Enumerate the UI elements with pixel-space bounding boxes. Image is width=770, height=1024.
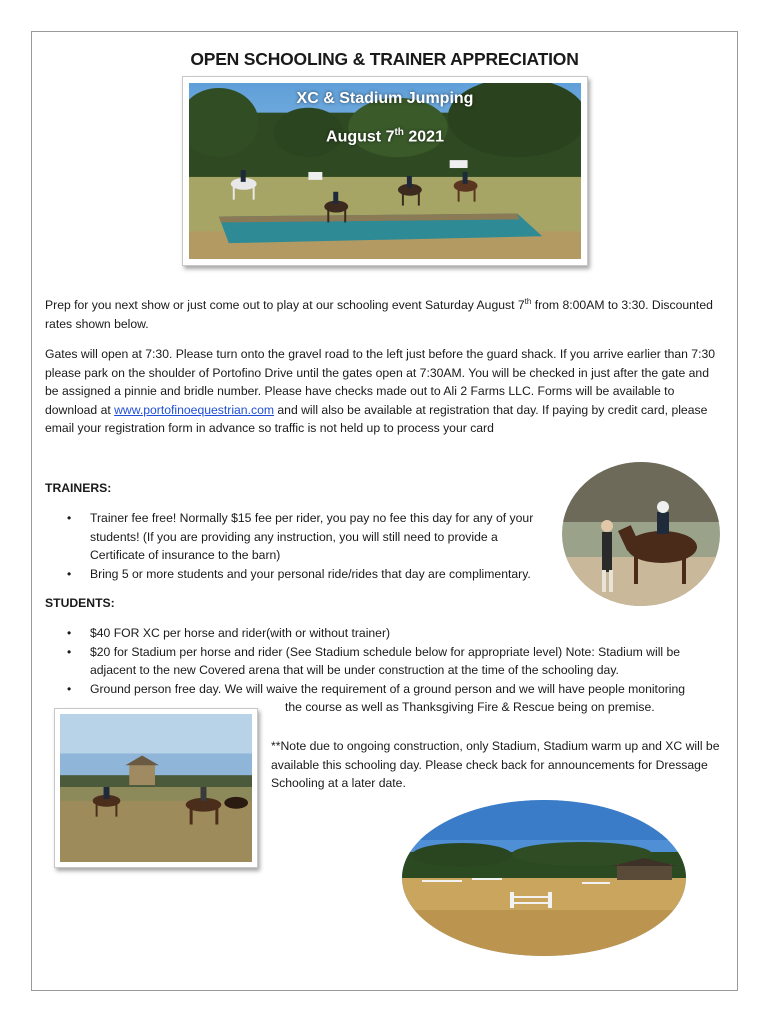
construction-note: **Note due to ongoing construction, only Stadium, Stadium warm up and XC will be available this schooling day. Please check back for announcements for Dressage Schooling at a later date.	[271, 739, 720, 790]
hero-date: August 7th 2021	[326, 127, 444, 146]
students-heading: STUDENTS:	[45, 596, 115, 610]
hero-photo	[182, 76, 588, 266]
list-item-continuation: the course as well as Thanksgiving Fire & Rescue being on premise.	[285, 700, 655, 714]
trainers-heading: TRAINERS:	[45, 481, 112, 495]
page-title: OPEN SCHOOLING & TRAINER APPRECIATION	[190, 49, 579, 69]
trainers-list	[45, 509, 555, 583]
trainer-oval-photo	[562, 462, 720, 606]
list-item: • $40 FOR XC per horse and rider(with or without trainer)	[67, 626, 391, 640]
intro-paragraph: Prep for you next show or just come out to play at our schooling event Saturday August 7th from 8:00AM to 3:30. Discounted rates shown below.	[45, 296, 713, 331]
list-item: • $20 for Stadium per horse and rider (See Stadium schedule below for appropriate level) Note: Stadium will be adjacent to the new Covered arena that will be under construction at the time of the schooling day.	[67, 644, 681, 677]
water-jump-image	[189, 83, 581, 259]
gates-paragraph: Gates will open at 7:30. Please turn onto the gravel road to the left just before the guard shack. If you arrive earlier than 7:30 please park on the shoulder of Portofino Drive until the gates open at 7:30AM. You will be checked in just after the gate and be assigned a pinnie and bridle number. Please have checks made out to Ali 2 Farms LLC. Forms will be available to download at www.portofinoequestrian.com and will also be available at registration that day. If paying by credit card, please email your registration form in advance so traffic is not held up to process your card	[45, 347, 716, 435]
list-item: • Bring 5 or more students and your personal ride/rides that day are complimentary.	[67, 566, 531, 581]
riders-field-image	[60, 714, 252, 862]
arena-oval-photo	[402, 800, 686, 956]
website-link[interactable]: www.portofinoequestrian.com	[114, 402, 274, 417]
riders-field-photo	[54, 708, 258, 868]
flyer-page	[31, 31, 738, 991]
students-list	[45, 624, 725, 717]
list-item: • Trainer fee free! Normally $15 fee per rider, you pay no fee this day for any of your students! (If you are providing any instruction, you will still need to provide a Certificate of insurance to the barn)	[67, 511, 534, 562]
hero-subtitle: XC & Stadium Jumping	[296, 90, 474, 107]
list-item: • Ground person free day. We will waive the requirement of a ground person and we will have people monitoring	[67, 681, 686, 696]
arena-image	[402, 800, 686, 956]
trainer-horse-image	[562, 462, 720, 606]
